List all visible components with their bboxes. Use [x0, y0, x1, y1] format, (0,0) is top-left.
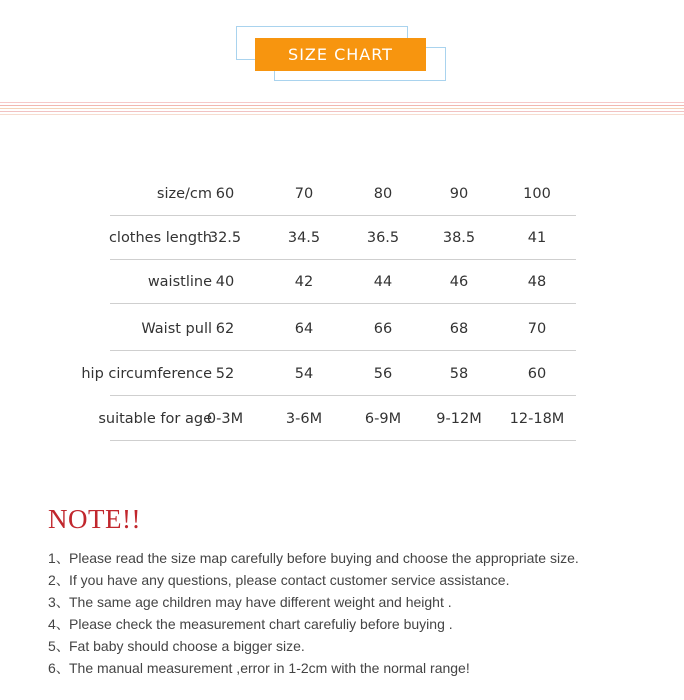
table-row — [80, 352, 600, 396]
table-row — [80, 172, 600, 216]
table-cell: 100 — [523, 186, 551, 202]
table-cell: 62 — [215, 321, 235, 337]
table-cell: 44 — [373, 274, 393, 290]
table-cell: 60 — [527, 366, 547, 382]
row-label: suitable for age — [98, 411, 212, 427]
row-divider — [110, 303, 576, 304]
table-cell: 66 — [373, 321, 393, 337]
table-cell: 32.5 — [208, 230, 242, 246]
table-cell: 46 — [449, 274, 469, 290]
row-label: clothes length — [108, 230, 212, 246]
note-number: 6、 — [48, 660, 70, 676]
table-cell: 68 — [449, 321, 469, 337]
note-text: Please read the size map carefully before buying and choose the appropriate size. — [69, 550, 579, 566]
table-cell: 12-18M — [509, 411, 565, 427]
list-item — [48, 613, 453, 635]
table-cell: 9-12M — [436, 411, 482, 427]
table-cell: 3-6M — [285, 411, 323, 427]
list-item — [48, 569, 509, 591]
row-label: hip circumference — [81, 366, 212, 382]
table-cell: 41 — [527, 230, 547, 246]
row-divider — [110, 350, 576, 351]
note-number: 1、 — [48, 550, 70, 566]
note-text: The same age children may have different weight and height . — [69, 594, 452, 610]
row-divider — [110, 395, 576, 396]
table-row — [80, 260, 600, 304]
size-chart-title: SIZE CHART — [255, 38, 426, 71]
table-cell: 80 — [373, 186, 393, 202]
row-label: Waist pull — [141, 321, 212, 337]
decorative-stripes — [0, 102, 684, 116]
note-text: If you have any questions, please contact customer service assistance. — [69, 572, 510, 588]
note-number: 2、 — [48, 572, 70, 588]
list-item — [48, 591, 452, 613]
table-cell: 38.5 — [442, 230, 476, 246]
table-cell: 56 — [373, 366, 393, 382]
table-row — [80, 307, 600, 351]
note-title: NOTE!! — [48, 504, 141, 534]
note-number: 5、 — [48, 638, 70, 654]
table-cell: 54 — [294, 366, 314, 382]
list-item — [48, 657, 470, 679]
table-cell: 0-3M — [206, 411, 244, 427]
table-cell: 42 — [294, 274, 314, 290]
table-row — [80, 216, 600, 260]
row-label: size/cm — [156, 186, 212, 202]
row-label: waistline — [147, 274, 212, 290]
note-number: 4、 — [48, 616, 70, 632]
note-number: 3、 — [48, 594, 70, 610]
table-cell: 40 — [215, 274, 235, 290]
table-cell: 58 — [449, 366, 469, 382]
table-cell: 70 — [527, 321, 547, 337]
row-divider — [110, 440, 576, 441]
list-item — [48, 635, 305, 657]
note-text: Please check the measurement chart carefuliy before buying . — [69, 616, 453, 632]
list-item — [48, 547, 579, 569]
table-cell: 6-9M — [364, 411, 402, 427]
note-text: The manual measurement ,error in 1-2cm with the normal range! — [69, 660, 470, 676]
table-cell: 70 — [294, 186, 314, 202]
table-cell: 52 — [215, 366, 235, 382]
table-cell: 90 — [449, 186, 469, 202]
table-cell: 34.5 — [287, 230, 321, 246]
table-cell: 60 — [215, 186, 235, 202]
table-row — [80, 397, 600, 441]
table-cell: 36.5 — [366, 230, 400, 246]
table-cell: 64 — [294, 321, 314, 337]
note-text: Fat baby should choose a bigger size. — [69, 638, 305, 654]
table-cell: 48 — [527, 274, 547, 290]
